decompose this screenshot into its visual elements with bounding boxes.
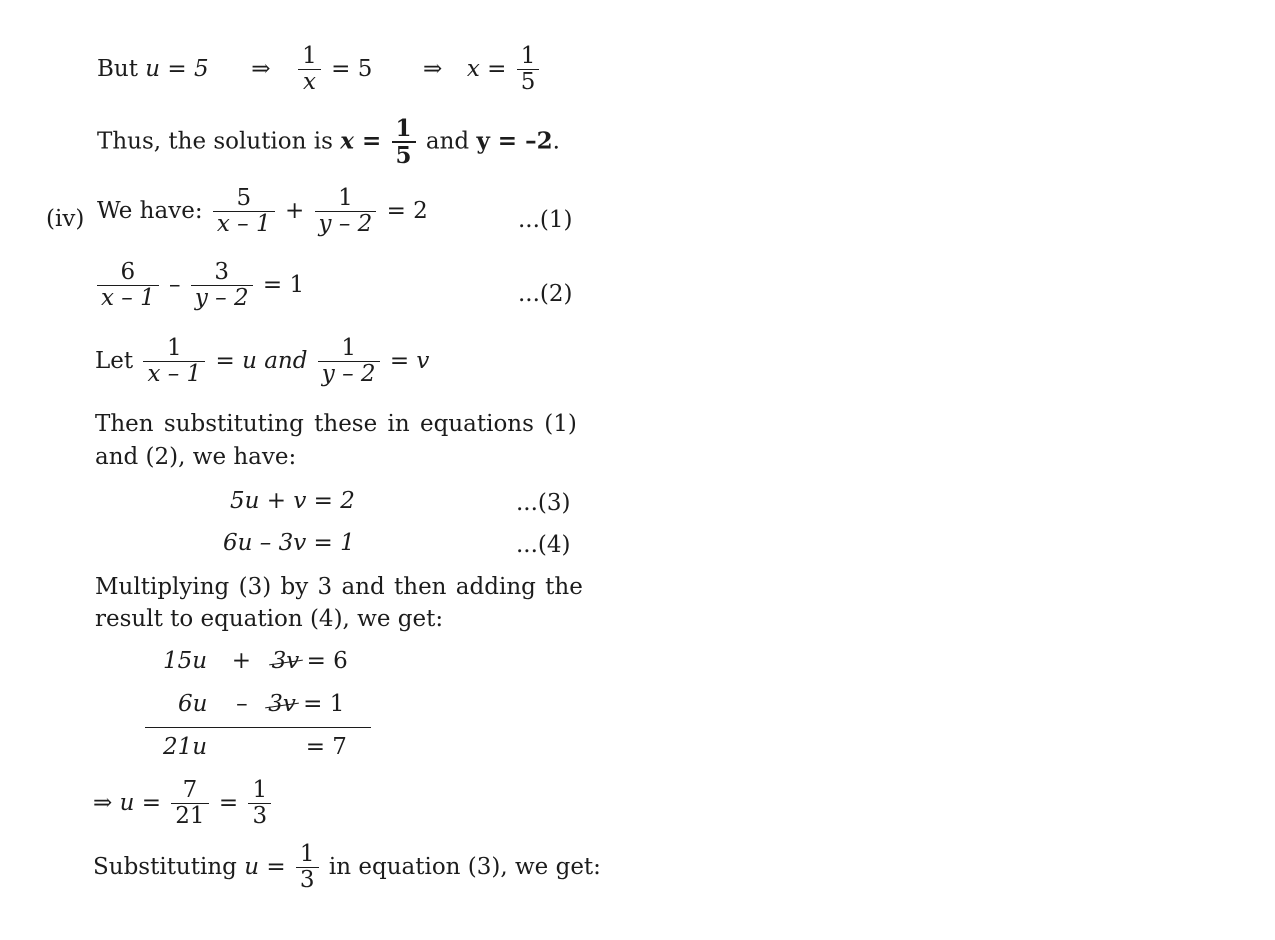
- u-eq-5: u = 5: [145, 55, 209, 82]
- we-have-text: We have:: [97, 197, 203, 224]
- fraction-1-over-y-minus-2: $\frac{1}{y - 2}$: [315, 186, 377, 238]
- fraction-1-over-x: $\frac{1}{x}$: [298, 44, 321, 96]
- fraction-1-over-3: $\frac{1}{3}$: [296, 842, 319, 894]
- solution-x-eq: x =: [340, 127, 382, 155]
- equation-tag-2: ...(2): [518, 281, 573, 307]
- solution-y-eq: y = –2: [476, 127, 553, 155]
- equation-3: [230, 488, 355, 514]
- u-result: [93, 778, 274, 830]
- implies-arrow: ⇒: [422, 55, 443, 82]
- equation-2: [97, 260, 304, 312]
- solution-text: Thus, the solution is: [97, 128, 333, 155]
- addition-rule: [145, 727, 371, 728]
- solution-statement: [97, 116, 560, 169]
- solution-fraction: $\frac{1}{5}$: [392, 116, 416, 169]
- substituting-word: Substituting: [93, 853, 237, 880]
- let-word: Let: [95, 347, 134, 374]
- equation-1: [97, 186, 428, 238]
- fraction-1-over-5: $\frac{1}{5}$: [517, 44, 540, 96]
- but-word: But: [97, 55, 138, 82]
- equals-sign: =: [218, 789, 239, 816]
- equals-5: = 5: [331, 55, 373, 82]
- equals-v: = v: [389, 347, 430, 374]
- cancelled-3v: 3v: [268, 691, 296, 717]
- implies-u-equals: ⇒ u =: [93, 789, 161, 816]
- equals-1: = 1: [303, 691, 345, 717]
- term-21u: 21u: [163, 734, 208, 760]
- fraction-7-over-21: $\frac{7}{21}$: [171, 778, 208, 830]
- period: .: [552, 128, 560, 155]
- addition-row-2: [178, 691, 344, 717]
- addition-row-1: [163, 648, 348, 674]
- equation-4: [223, 530, 355, 556]
- u-equals: u =: [244, 853, 286, 880]
- fraction-1-over-3: $\frac{1}{3}$: [248, 778, 271, 830]
- minus-sign: –: [236, 691, 248, 717]
- equation-tag-3: ...(3): [516, 490, 571, 516]
- fraction-6-over-x-minus-1: $\frac{6}{x - 1}$: [97, 260, 159, 312]
- substitution-definition: [95, 336, 429, 388]
- equals-u-and: = u and: [215, 347, 308, 374]
- equals-6: = 6: [306, 648, 348, 674]
- part-iv-label: (iv): [46, 206, 85, 232]
- equals-7: = 7: [305, 734, 347, 760]
- minus-sign: –: [169, 271, 181, 298]
- plus-sign: +: [231, 648, 251, 674]
- equation-tag-4: ...(4): [516, 532, 571, 558]
- final-substitution-line: [93, 842, 601, 894]
- term-6u: 6u: [178, 691, 208, 717]
- substitution-text-line-1: Then substituting these in equations (1): [95, 411, 577, 437]
- multiplying-text-line-2: result to equation (4), we get:: [95, 606, 444, 632]
- and-word: and: [425, 128, 470, 155]
- cancelled-3v: 3v: [271, 648, 300, 674]
- equation-4-text: 6u – 3v = 1: [223, 530, 355, 556]
- equals-1: = 1: [262, 271, 305, 298]
- fraction-1-over-x-minus-1: $\frac{1}{x - 1}$: [143, 336, 205, 388]
- addition-result: [163, 734, 347, 760]
- equation-3-text: 5u + v = 2: [230, 488, 355, 514]
- fraction-3-over-y-minus-2: $\frac{3}{y - 2}$: [191, 260, 253, 312]
- fraction-1-over-y-minus-2: $\frac{1}{y - 2}$: [318, 336, 380, 388]
- x-equals: x =: [466, 55, 507, 82]
- line-but-u-equals-5: [97, 44, 542, 96]
- equals-2: = 2: [386, 197, 428, 224]
- implies-arrow: ⇒: [251, 55, 271, 82]
- multiplying-text-line-1: Multiplying (3) by 3 and then adding the: [95, 574, 583, 600]
- fraction-5-over-x-minus-1: $\frac{5}{x - 1}$: [213, 186, 275, 238]
- in-equation-text: in equation (3), we get:: [328, 853, 601, 880]
- substitution-text-line-2: and (2), we have:: [95, 444, 297, 470]
- term-15u: 15u: [163, 648, 208, 674]
- plus-sign: +: [284, 197, 305, 224]
- equation-tag-1: ...(1): [518, 207, 573, 233]
